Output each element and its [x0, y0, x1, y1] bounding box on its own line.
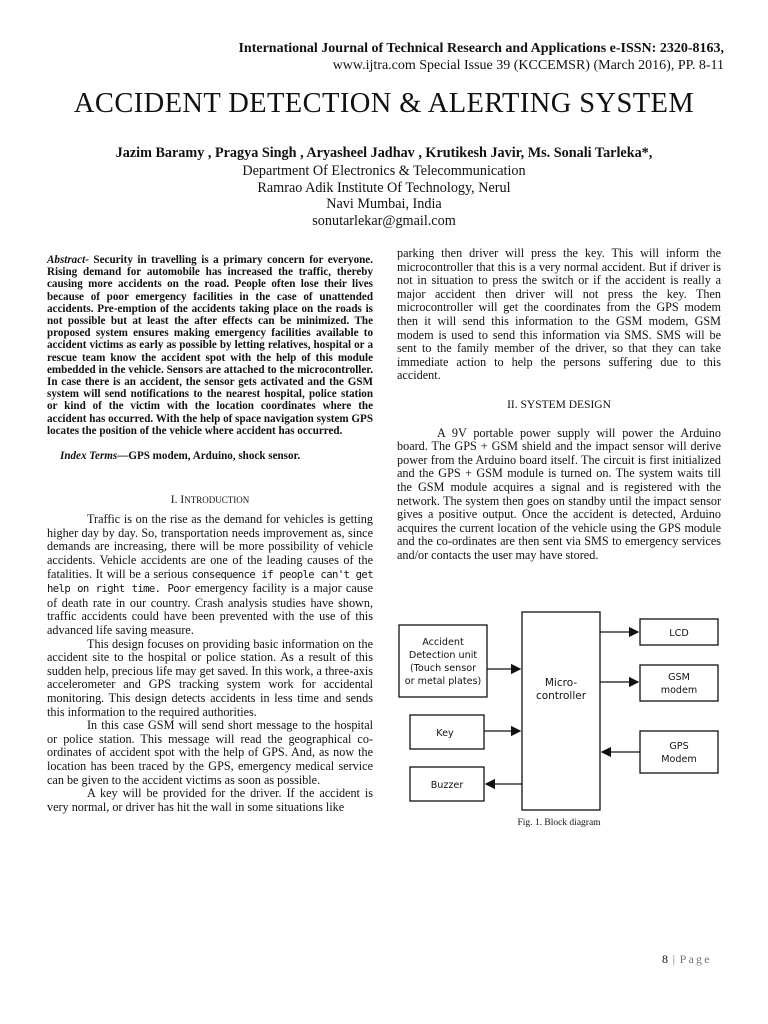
- buzzer-label: Buzzer: [430, 780, 464, 791]
- paper-title: ACCIDENT DETECTION & ALERTING SYSTEM: [73, 88, 695, 119]
- gps-label-1: GPS: [669, 741, 689, 752]
- section-heading-introduction: I. INTRODUCTION: [170, 493, 250, 506]
- micro-label-2: controller: [535, 690, 587, 702]
- section-heading-system-design: II. SYSTEM DESIGN: [507, 398, 611, 411]
- gsm-label-2: modem: [660, 685, 698, 696]
- journal-name: International Journal of Technical Research and Applications: [238, 41, 607, 56]
- accident-label-2: Detection unit: [408, 650, 478, 661]
- index-terms-text: —GPS modem, Arduino, shock sensor.: [117, 450, 301, 463]
- microcontroller-block: [522, 612, 600, 810]
- affiliation-block: [0, 163, 768, 229]
- figure-caption: Fig. 1. Block diagram: [517, 818, 601, 828]
- city: Navi Mumbai, India: [326, 196, 442, 213]
- department: Department Of Electronics & Telecommunication: [242, 163, 526, 179]
- institute: Ramrao Adik Institute Of Technology, Nerul: [257, 179, 511, 196]
- accident-label-4: or metal plates): [404, 676, 482, 687]
- block-diagram: [397, 607, 721, 812]
- gps-label-2: Modem: [661, 754, 697, 765]
- intro-paragraph-2: This design focuses on providing basic information on the accident site to the hospital or police station. As a result of this sudden help, precious life may get saved. In this work, a three-axis accelerometer and GPS tracking system work for accidental monitoring. This design detects accidents in less time and sends this information to the required authorities.: [47, 636, 373, 719]
- page-label: Page: [679, 952, 712, 966]
- abstract-label: Abstract-: [47, 254, 89, 266]
- system-design-paragraph: A 9V portable power supply will power the Arduino board. The GPS + GSM shield and the impact sensor will derive power from the Arduino board itself. The circuit is first initialized and the GPS + GSM module is turned on. The system waits till the GSM module acquires a signal and is registered with the network. The system then goes on standby until the impact sensor gives a positive output. Once the accident is detected, Arduino acquires the current location of the vehicle using the GPS module and the co-ordinates are then sent via SMS to emergency services and/or contacts the user may have stored.: [397, 425, 721, 562]
- accident-label-3: (Touch sensor: [409, 663, 477, 674]
- journal-issn: e-ISSN: 2320-8163,: [606, 41, 724, 56]
- accident-label-1: Accident: [422, 637, 464, 648]
- gps-modem-block: [640, 731, 718, 773]
- page-separator: |: [668, 952, 680, 966]
- abstract-text: Security in travelling is a primary concern for everyone. Rising demand for automobile has increased the traffic, thereby causing more accidents on the road. People often lose their lives because of poor emergency facilities in the case of unattended accidents. Pre-emption of the accidents taking place on the roads is not possible but at least the after effects can be minimized. The proposed system ensures making emergency facilities available to accident victims as early as possible by letting relatives, hospital or a rescue team know the accident spot with the help of this module embedded in the vehicle. Sensors are attached to the microcontroller. In case there is an accident, the sensor gets activated and the GSM system will send notifications to the nearest hospital, police station or kind of the victim with the location coordinates where the accident has occurred. With the help of space navigation system GPS locates the position of the vehicle where accident has occurred.: [47, 254, 373, 437]
- intro-paragraph-3: In this case GSM will send short message to the hospital or police station. This message will read the geographical co-ordinates of accident spot with the help of GPS. And, as now the location has been traced by the GPS, emergency medical service can be given to the accident victims as soon as possible.: [47, 718, 373, 787]
- page-number: 8: [662, 952, 669, 966]
- micro-label-1: Micro-: [544, 677, 578, 689]
- lcd-label: LCD: [669, 628, 689, 639]
- email: sonutarlekar@gmail.com: [312, 212, 456, 229]
- abstract: [47, 254, 373, 437]
- index-terms-label: Index Terms: [60, 450, 118, 463]
- gsm-label-1: GSM: [668, 672, 690, 683]
- intro-paragraph-4: A key will be provided for the driver. If the accident is very normal, or driver has hit the wall in some situations like: [47, 786, 373, 814]
- journal-line-1: [124, 40, 724, 57]
- index-terms: [47, 450, 373, 464]
- continued-paragraph: parking then driver will press the key. This will inform the microcontroller that this is a very normal accident. But if driver is not in situation to press the switch or if the accident is really a major accident then driver will not press the key. Then microcontroller will get the coordinates from the GPS modem then it will send this information to the GSM modem, GSM modem is used to send this information via SMS. SMS will be sent to the family member of the driver, so that they can take immediate action to help the persons suffering due to this accident.: [397, 246, 721, 383]
- journal-line-2: www.ijtra.com Special Issue 39 (KCCEMSR) (March 2016), PP. 8-11: [332, 58, 724, 73]
- author-list: Jazim Baramy , Pragya Singh , Aryasheel Jadhav , Krutikesh Javir, Ms. Sonali Tarleka*,: [115, 145, 653, 161]
- intro-paragraph-1: Traffic is on the rise as the demand for vehicles is getting higher day by day. So, transportation needs improvement as, since demands are increasing, there will be more possibility of vehicle accidents. Vehicle accidents are one of the leading causes of the fatalities. It will be a serious consequence if people can't get help on right time. Poor emergency facility is a major cause of death rate in our country. Crash analysis studies have shown, traffic accidents could have been prevented with the use of this advanced life saving measure.: [47, 512, 373, 637]
- page-footer: [662, 952, 712, 967]
- key-label: Key: [436, 728, 454, 739]
- right-column: [397, 247, 721, 562]
- journal-header: [124, 40, 724, 74]
- left-column: [47, 254, 373, 814]
